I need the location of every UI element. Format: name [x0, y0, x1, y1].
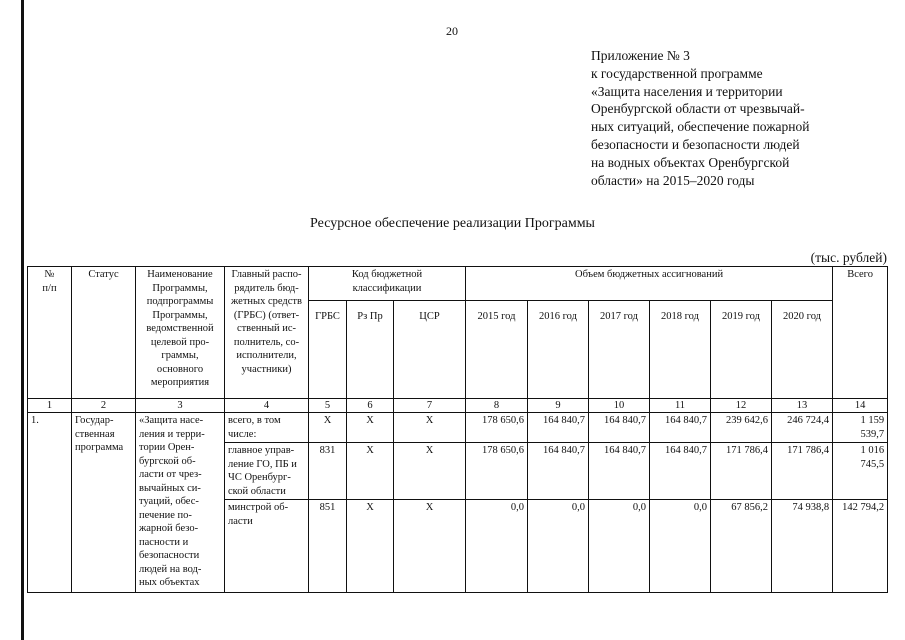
appendix-line: к государственной программе: [591, 65, 763, 81]
row-2017: 0,0: [589, 500, 650, 593]
row-code-grbs: 831: [309, 443, 347, 500]
column-number: 1: [28, 399, 72, 413]
program-name: «Защита насе- ления и терри- тории Орен- бургской об- ласти от чрез- вычайных си- туаций, обес- печение по- жарной безо- пасности и безопасности людей на вод- ных объектах: [136, 413, 225, 593]
column-number: 4: [225, 399, 309, 413]
header-status: Статус: [72, 267, 136, 399]
row-code-rzpr: Х: [347, 443, 394, 500]
column-number: 10: [589, 399, 650, 413]
column-number: 9: [528, 399, 589, 413]
row-grbs-label: главное управ- ление ГО, ПБ и ЧС Оренбург- ской области: [225, 443, 309, 500]
row-2016: 164 840,7: [528, 443, 589, 500]
row-total: 142 794,2: [833, 500, 888, 593]
header-year-2015: 2015 год: [466, 301, 528, 399]
row-2016: 164 840,7: [528, 413, 589, 443]
resource-table: [27, 266, 888, 593]
column-number: 14: [833, 399, 888, 413]
column-number: 6: [347, 399, 394, 413]
column-number: 8: [466, 399, 528, 413]
row-code-csr: Х: [394, 500, 466, 593]
column-number: 3: [136, 399, 225, 413]
row-code-rzpr: Х: [347, 500, 394, 593]
row-2015: 0,0: [466, 500, 528, 593]
row-grbs-label: всего, в том числе:: [225, 413, 309, 443]
column-number: 11: [650, 399, 711, 413]
header-code-grbs: ГРБС: [309, 301, 347, 399]
column-number: 13: [772, 399, 833, 413]
page-edge-bar: [21, 0, 24, 640]
header-budget-volume: Объем бюджетных ассигнований: [466, 267, 833, 301]
row-code-grbs: 851: [309, 500, 347, 593]
row-code-rzpr: Х: [347, 413, 394, 443]
row-2019: 67 856,2: [711, 500, 772, 593]
row-code-grbs: Х: [309, 413, 347, 443]
row-2015: 178 650,6: [466, 443, 528, 500]
header-year-2020: 2020 год: [772, 301, 833, 399]
row-code-csr: Х: [394, 443, 466, 500]
row-total: 1 016 745,5: [833, 443, 888, 500]
header-year-2017: 2017 год: [589, 301, 650, 399]
header-code-rzpr: Рз Пр: [347, 301, 394, 399]
row-2020: 74 938,8: [772, 500, 833, 593]
row-2017: 164 840,7: [589, 443, 650, 500]
row-total: 1 159 539,7: [833, 413, 888, 443]
row-grbs-label: минстрой об- ласти: [225, 500, 309, 593]
row-2016: 0,0: [528, 500, 589, 593]
program-num: 1.: [28, 413, 72, 593]
header-grbs: Главный распо- рядитель бюд- жетных средств (ГРБС) (ответ- ственный ис- полнитель, со- исполнители, участники): [225, 267, 309, 399]
row-2018: 164 840,7: [650, 443, 711, 500]
row-2019: 171 786,4: [711, 443, 772, 500]
header-num: № п/п: [28, 267, 72, 399]
appendix-line: ных ситуаций, обеспечение пожарной: [591, 119, 810, 135]
row-2020: 171 786,4: [772, 443, 833, 500]
header-year-2016: 2016 год: [528, 301, 589, 399]
header-total: Всего: [833, 267, 888, 399]
header-budget-code: Код бюджетной классификации: [309, 267, 466, 301]
page-number: 20: [446, 24, 458, 38]
header-name: Наименование Программы, подпрограммы Программы, ведомственной целевой про- граммы, основного мероприятия: [136, 267, 225, 399]
row-2015: 178 650,6: [466, 413, 528, 443]
header-year-2019: 2019 год: [711, 301, 772, 399]
appendix-line: области» на 2015–2020 годы: [591, 172, 755, 188]
program-status: Государ- ственная программа: [72, 413, 136, 593]
row-2018: 164 840,7: [650, 413, 711, 443]
header-year-2018: 2018 год: [650, 301, 711, 399]
appendix-line: безопасности и безопасности людей: [591, 136, 800, 152]
table-row: [28, 413, 888, 443]
appendix-line: «Защита населения и территории: [591, 83, 783, 99]
row-2018: 0,0: [650, 500, 711, 593]
row-code-csr: Х: [394, 413, 466, 443]
appendix-line: на водных объектах Оренбургской: [591, 154, 790, 170]
row-2019: 239 642,6: [711, 413, 772, 443]
column-number: 2: [72, 399, 136, 413]
appendix-line: Оренбургской области от чрезвычай-: [591, 101, 805, 117]
document-title: Ресурсное обеспечение реализации Программы: [310, 216, 595, 231]
row-2020: 246 724,4: [772, 413, 833, 443]
units-label: (тыс. рублей): [810, 250, 887, 265]
header-code-csr: ЦСР: [394, 301, 466, 399]
column-number: 5: [309, 399, 347, 413]
column-number: 12: [711, 399, 772, 413]
column-number: 7: [394, 399, 466, 413]
appendix-line: Приложение № 3: [591, 48, 690, 63]
row-2017: 164 840,7: [589, 413, 650, 443]
appendix-header: [591, 47, 851, 189]
